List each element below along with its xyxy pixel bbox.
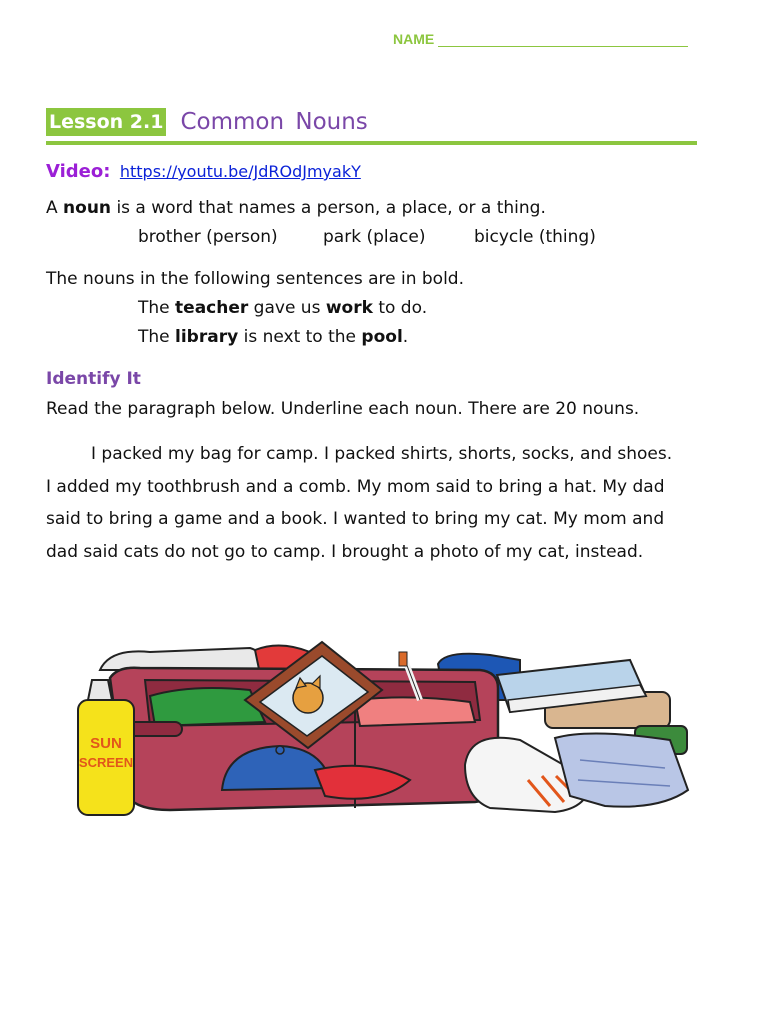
video-link[interactable]: https://youtu.be/JdROdJmyakY xyxy=(119,162,361,181)
definition-term: noun xyxy=(63,198,112,218)
video-row xyxy=(46,161,361,183)
sentence-1 xyxy=(138,297,427,319)
sentence-2 xyxy=(138,326,408,348)
definition-pre: A xyxy=(46,198,64,218)
video-label: Video: xyxy=(46,161,111,182)
suitcase-lid-back xyxy=(100,648,261,670)
example-person: brother (person) xyxy=(138,227,278,247)
sunscreen-label-2: SCREEN xyxy=(78,755,134,770)
definition-post: is a word that names a person, a place, or a thing. xyxy=(111,198,546,218)
example-thing: bicycle (thing) xyxy=(474,227,596,247)
paragraph-line-4: dad said cats do not go to camp. I brought a photo of my cat, instead. xyxy=(46,542,644,562)
lesson-rule xyxy=(46,141,697,145)
s1-c: gave us xyxy=(248,298,326,318)
green-clothes xyxy=(150,688,265,726)
s2-noun-library: library xyxy=(175,327,239,347)
s2-c: is next to the xyxy=(238,327,362,347)
s1-noun-work: work xyxy=(325,298,373,318)
lesson-title: Common Nouns xyxy=(180,109,368,135)
name-field-line[interactable] xyxy=(438,31,688,47)
identify-heading: Identify It xyxy=(46,369,141,389)
s1-a: The xyxy=(138,298,176,318)
s2-a: The xyxy=(138,327,176,347)
lesson-header xyxy=(46,108,368,136)
sunscreen-bottle xyxy=(78,680,134,815)
bold-intro: The nouns in the following sentences are in bold. xyxy=(46,269,465,289)
sunscreen-label-1: SUN xyxy=(90,735,122,752)
s1-e: to do. xyxy=(372,298,428,318)
paragraph-line-1: I packed my bag for camp. I packed shirts, shorts, socks, and shoes. xyxy=(91,444,673,464)
name-row xyxy=(393,31,688,47)
s2-noun-pool: pool xyxy=(361,327,403,347)
identify-instruction: Read the paragraph below. Underline each noun. There are 20 nouns. xyxy=(46,399,640,419)
definition xyxy=(46,197,546,219)
packed-suitcase-illustration xyxy=(50,630,700,840)
pink-towel xyxy=(355,697,475,726)
s1-noun-teacher: teacher xyxy=(175,298,249,318)
folded-clothes xyxy=(555,733,688,806)
s2-e: . xyxy=(402,327,409,347)
lesson-badge: Lesson 2.1 xyxy=(46,108,166,136)
paragraph-line-3: said to bring a game and a book. I wanted to bring my cat. My mom and xyxy=(46,509,665,529)
paragraph-line-2: I added my toothbrush and a comb. My mom said to bring a hat. My dad xyxy=(46,477,665,497)
name-label: NAME xyxy=(393,31,435,47)
example-place: park (place) xyxy=(323,227,426,247)
